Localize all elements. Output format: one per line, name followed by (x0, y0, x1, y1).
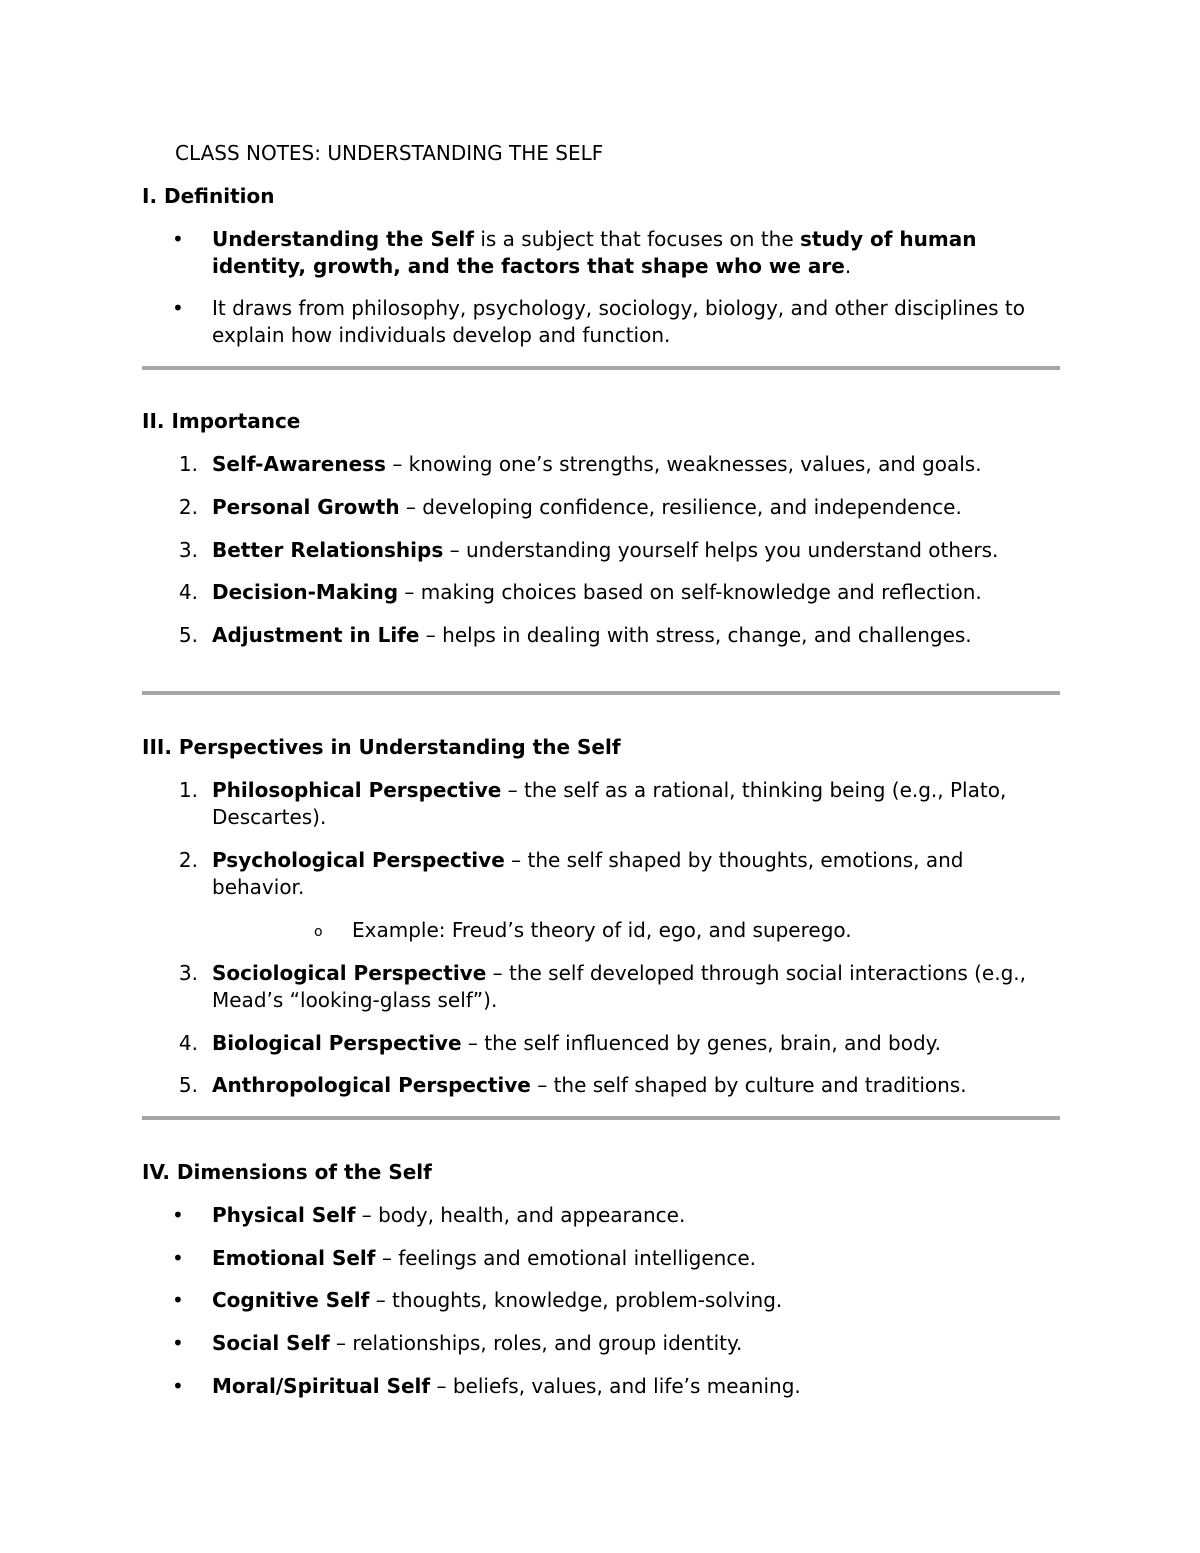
list-item: • Understanding the Self is a subject that focuses on the study of human identity, growth, and the factors that shape who we are. (172, 227, 977, 278)
list-item: 5. Adjustment in Life – helps in dealing with stress, change, and challenges. (178, 623, 972, 647)
list-item: 4. Decision-Making – making choices based on self-knowledge and reflection. (178, 580, 982, 604)
list-item: 2. Personal Growth – developing confidence, resilience, and independence. (178, 495, 962, 519)
list-item: 3. Better Relationships – understanding yourself helps you understand others. (178, 538, 999, 562)
section-heading: II. Importance (142, 409, 301, 433)
list-item: • Cognitive Self – thoughts, knowledge, problem-solving. (172, 1288, 783, 1312)
list-item: • Moral/Spiritual Self – beliefs, values, and life’s meaning. (172, 1374, 801, 1398)
list-item: • Emotional Self – feelings and emotional intelligence. (172, 1246, 756, 1270)
circle-bullet-icon: o (314, 924, 323, 940)
bullet-icon: • (172, 227, 184, 251)
list-item: 5. Anthropological Perspective – the self shaped by culture and traditions. (178, 1073, 967, 1097)
section-divider (142, 366, 1060, 370)
list-item: 3. Sociological Perspective – the self developed through social interactions (e.g., Mead’s “looking-glass self”). (178, 961, 1026, 1012)
list-item: • Physical Self – body, health, and appearance. (172, 1203, 686, 1227)
section-divider (142, 1116, 1060, 1120)
bullet-icon: • (172, 1246, 184, 1270)
perspectives-list (142, 777, 1060, 1099)
section-perspectives (142, 734, 1060, 1099)
list-item: 1. Philosophical Perspective – the self as a rational, thinking being (e.g., Plato, Descartes). (178, 778, 1007, 829)
bullet-icon: • (172, 1331, 184, 1355)
definition-list (142, 226, 1060, 349)
dimensions-list (142, 1202, 1060, 1400)
bullet-icon: • (172, 1203, 184, 1227)
list-item: 2. Psychological Perspective – the self shaped by thoughts, emotions, and behavior. o Example: Freud’s theory of id, ego, and superego. (142, 847, 1060, 944)
bullet-icon: • (172, 1374, 184, 1398)
list-item: • It draws from philosophy, psychology, sociology, biology, and other disciplines to explain how individuals develop and function. (172, 296, 1026, 347)
document-title: CLASS NOTES: UNDERSTANDING THE SELF (175, 141, 604, 165)
section-importance (142, 408, 1060, 649)
section-definition (142, 183, 1060, 349)
importance-list (142, 451, 1060, 649)
bullet-icon: • (172, 1288, 184, 1312)
sub-list-item: o Example: Freud’s theory of id, ego, and superego. (212, 917, 1060, 944)
section-heading: I. Definition (142, 184, 275, 208)
list-item: • Social Self – relationships, roles, and group identity. (172, 1331, 743, 1355)
section-divider (142, 691, 1060, 695)
list-item: 4. Biological Perspective – the self influenced by genes, brain, and body. (178, 1031, 942, 1055)
section-heading: IV. Dimensions of the Self (142, 1160, 432, 1184)
bullet-icon: • (172, 296, 184, 320)
section-heading: III. Perspectives in Understanding the Self (142, 735, 621, 759)
section-dimensions (142, 1159, 1060, 1400)
list-item: 1. Self-Awareness – knowing one’s strengths, weaknesses, values, and goals. (178, 452, 982, 476)
